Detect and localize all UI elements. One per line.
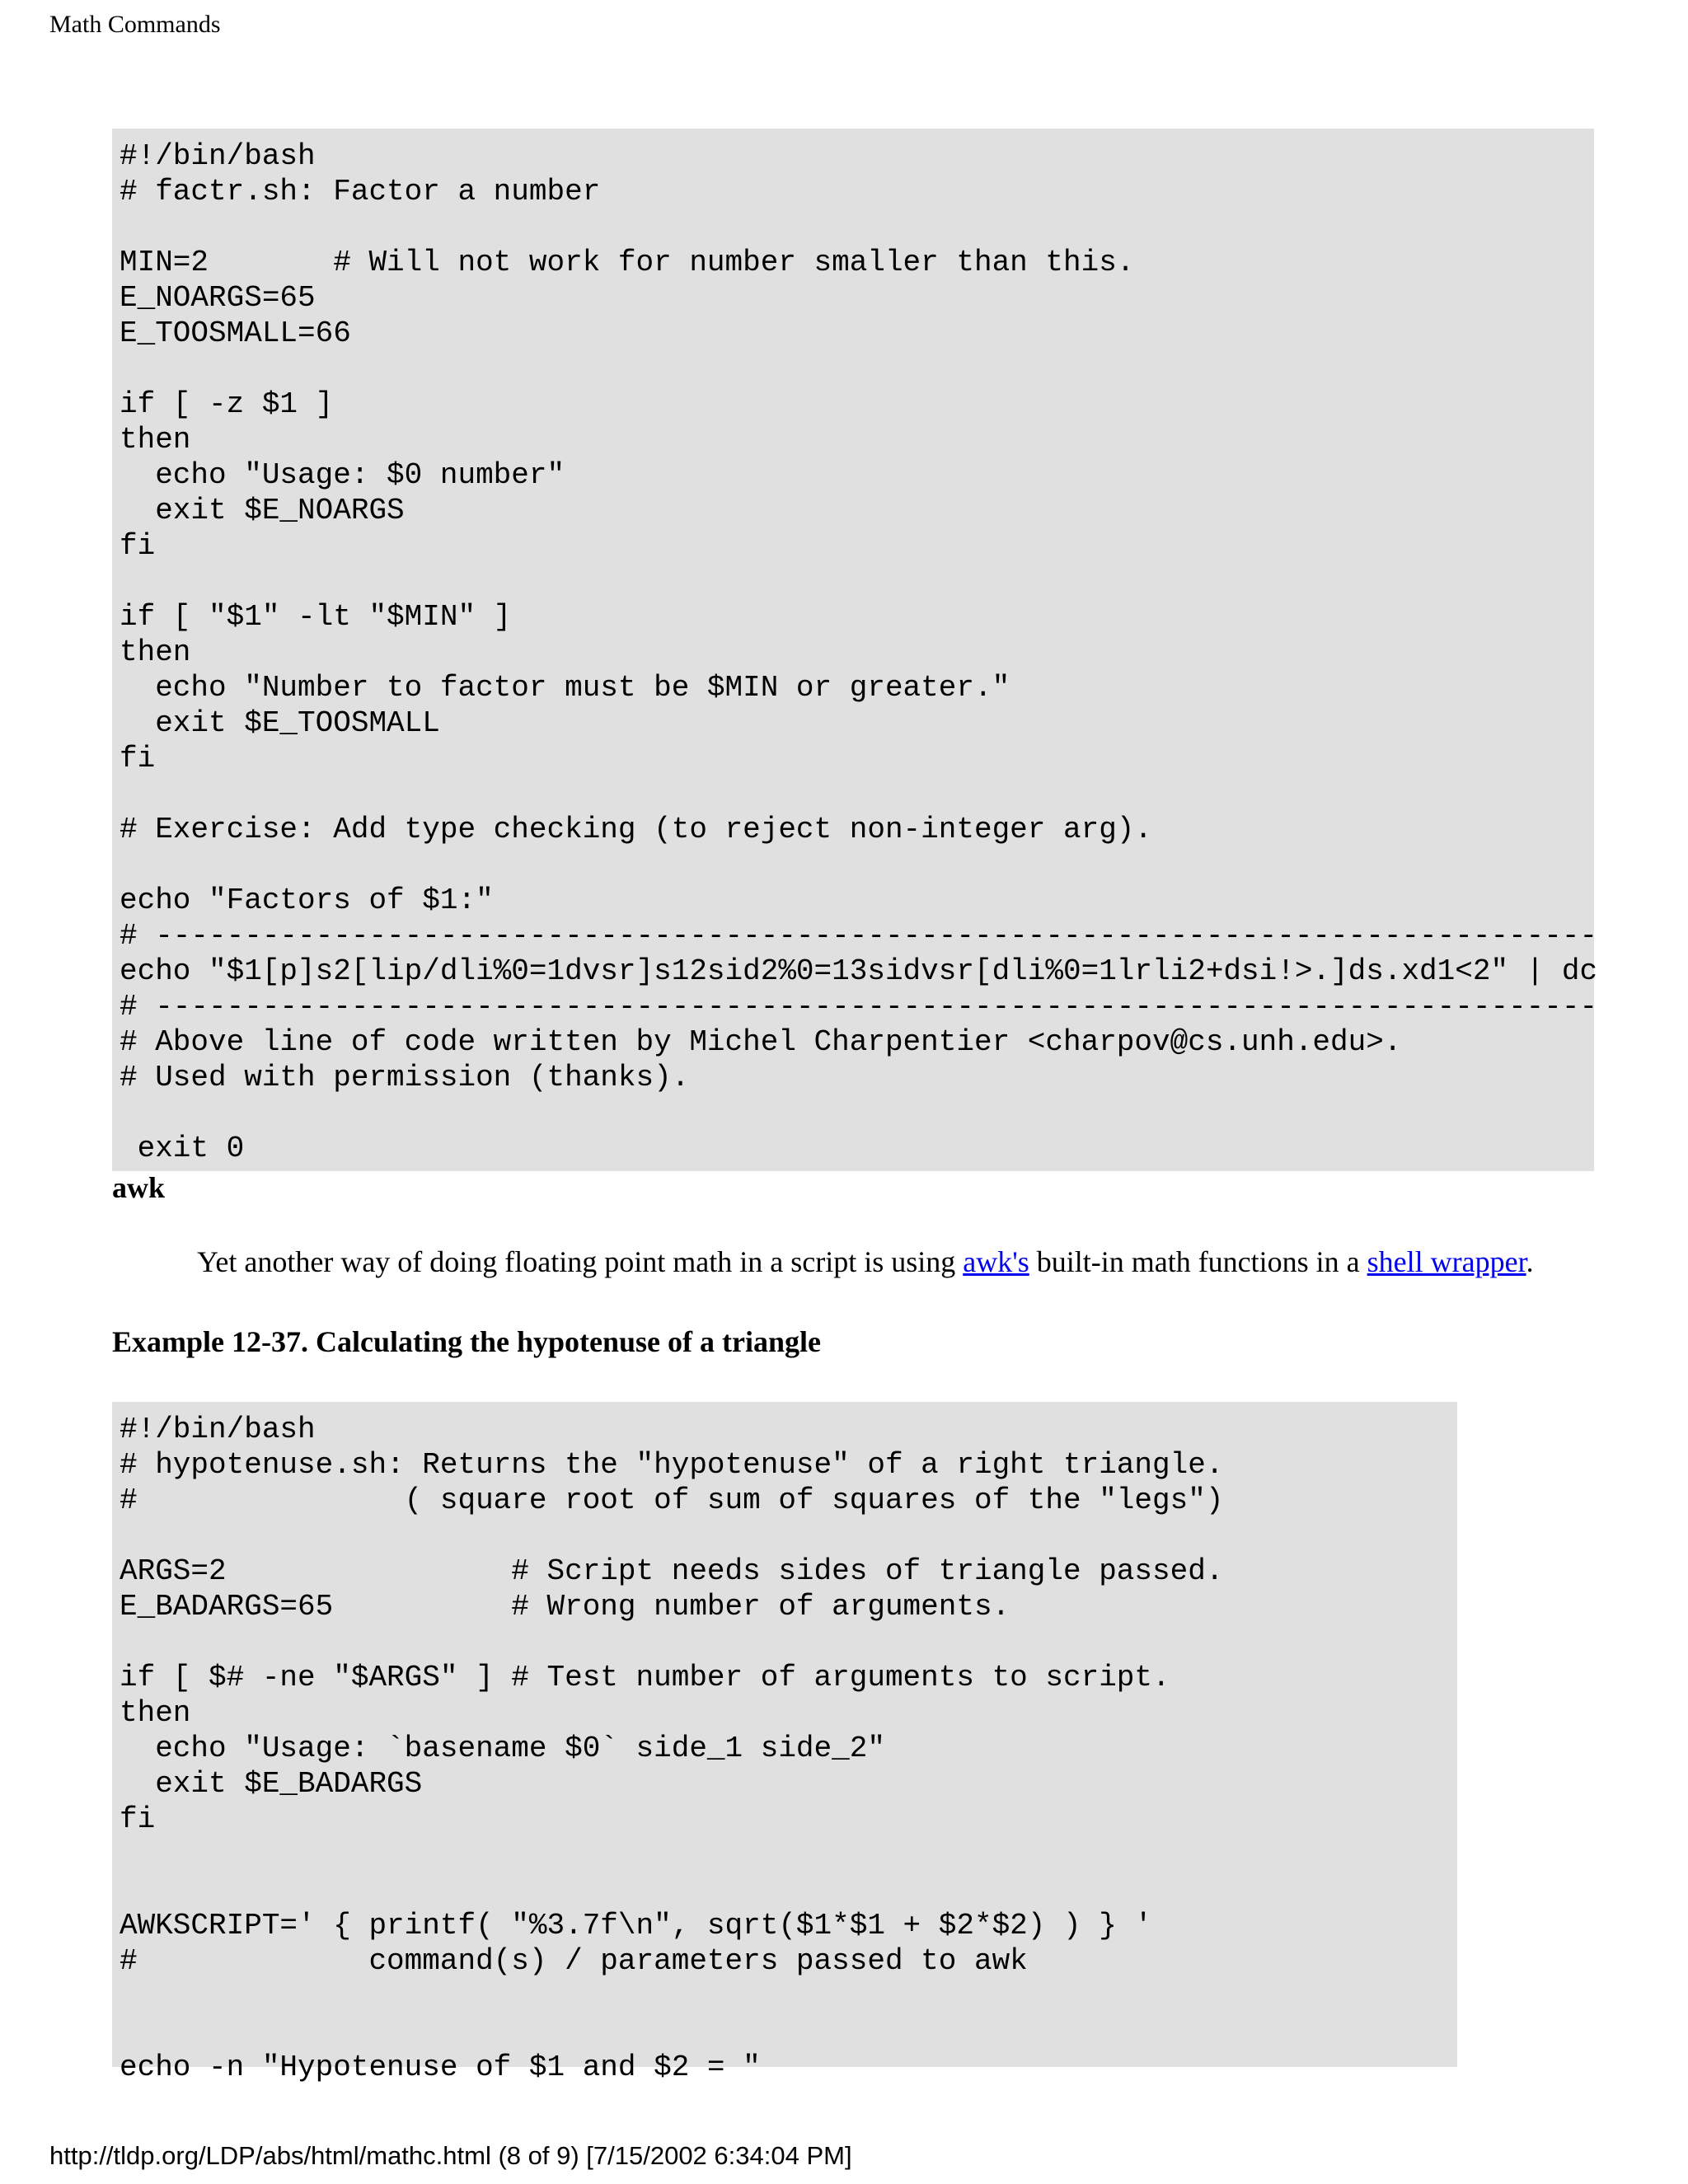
paragraph-text-before: Yet another way of doing floating point math in a script is using [197, 1245, 964, 1278]
code-line: then [120, 423, 191, 457]
code-line: echo "Usage: `basename $0` side_1 side_2" [120, 1732, 885, 1765]
code-line: then [120, 635, 191, 669]
code-line: if [ $# -ne "$ARGS" ] # Test number of arguments to script. [120, 1661, 1170, 1694]
code-line: if [ -z $1 ] [120, 387, 334, 421]
code-line: # Exercise: Add type checking (to reject non-integer arg). [120, 813, 1153, 846]
code-line: fi [120, 1802, 156, 1836]
code-line: E_NOARGS=65 [120, 281, 316, 315]
code-line: if [ "$1" -lt "$MIN" ] [120, 600, 512, 634]
code-line: # command(s) / parameters passed to awk [120, 1944, 1028, 1978]
footer-url: http://tldp.org/LDP/abs/html/mathc.html (8 of 9) [7/15/2002 6:34:04 PM] [49, 2141, 852, 2170]
code-line: fi [120, 742, 156, 776]
code-line: AWKSCRIPT=' { printf( "%3.7f\n", sqrt($1*$1 + $2*$2) ) } ' [120, 1909, 1153, 1943]
code-line: echo "Number to factor must be $MIN or greater." [120, 671, 1010, 705]
code-line: then [120, 1696, 191, 1730]
code-line: exit $E_NOARGS [120, 494, 405, 527]
code-line: E_BADARGS=65 # Wrong number of arguments. [120, 1590, 1010, 1624]
code-line: MIN=2 # Will not work for number smaller than this. [120, 246, 1135, 279]
code-line: # Used with permission (thanks). [120, 1061, 690, 1094]
code-line: fi [120, 529, 156, 563]
code-line: echo -n "Hypotenuse of $1 and $2 = " [120, 2050, 761, 2084]
code-line: # --------------------------------------------------------------------------------- [120, 919, 1598, 953]
code-line: # ( square root of sum of squares of the "legs") [120, 1483, 1224, 1517]
code-line: echo "Usage: $0 number" [120, 458, 565, 492]
page-header-title: Math Commands [49, 11, 221, 38]
code-line: # hypotenuse.sh: Returns the "hypotenuse" of a right triangle. [120, 1448, 1224, 1482]
code-line: #!/bin/bash [120, 139, 316, 173]
awk-link[interactable]: awk's [963, 1245, 1029, 1278]
example-title: Example 12-37. Calculating the hypotenuse of a triangle [112, 1325, 821, 1358]
code-block-factr [112, 129, 1598, 1171]
code-line: exit 0 [120, 1132, 245, 1165]
code-block-hypotenuse [112, 1402, 1457, 2084]
code-line: # --------------------------------------------------------------------------------- [120, 990, 1598, 1024]
code-line: # Above line of code written by Michel Charpentier <charpov@cs.unh.edu>. [120, 1025, 1402, 1059]
code-line: echo "$1[p]s2[lip/dli%0=1dvsr]s12sid2%0=13sidvsr[dli%0=1lrli2+dsi!>.]ds.xd1<2" | dc [120, 954, 1598, 988]
code-line: echo "Factors of $1:" [120, 883, 494, 917]
code-line: exit $E_TOOSMALL [120, 706, 440, 740]
section-title-awk: awk [112, 1171, 166, 1204]
code-line: #!/bin/bash [120, 1413, 316, 1446]
code-line: E_TOOSMALL=66 [120, 316, 351, 350]
shell-wrapper-link[interactable]: shell wrapper [1367, 1245, 1526, 1278]
paragraph-text-middle: built-in math functions in a [1029, 1245, 1367, 1278]
code-line: # factr.sh: Factor a number [120, 175, 601, 209]
paragraph-text-after: . [1526, 1245, 1534, 1278]
code-line: exit $E_BADARGS [120, 1767, 423, 1801]
awk-paragraph [197, 1243, 1534, 1281]
code-line: ARGS=2 # Script needs sides of triangle passed. [120, 1554, 1224, 1588]
